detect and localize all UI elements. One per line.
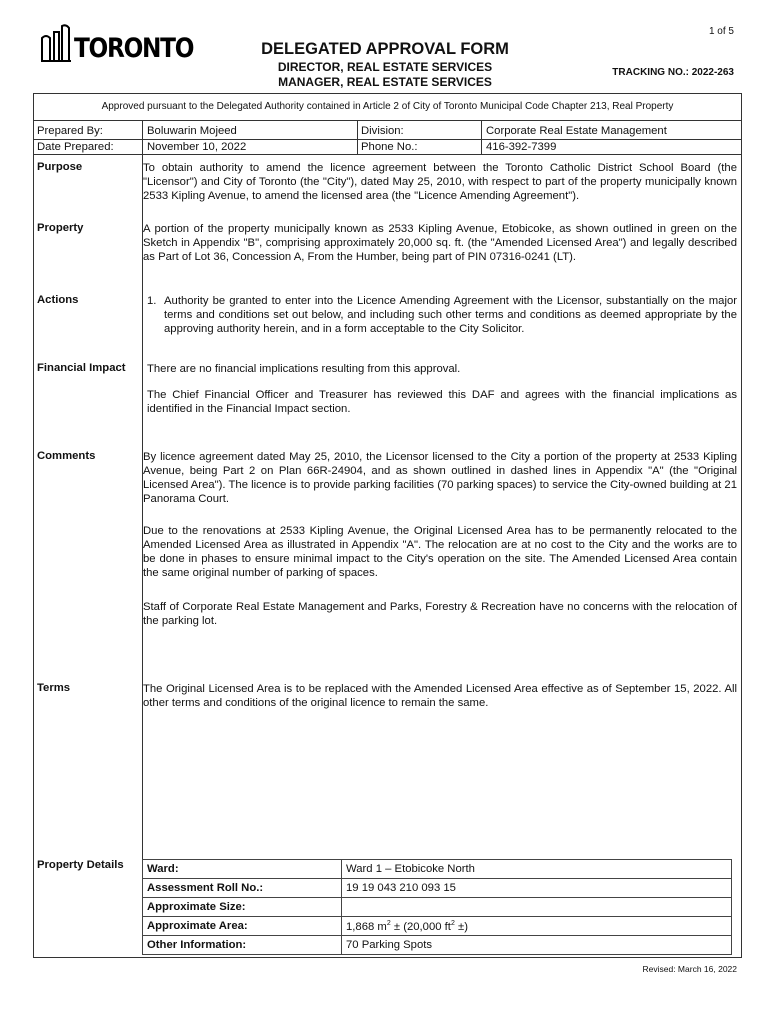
info-column-divider (357, 121, 358, 154)
terms-label: Terms (37, 682, 71, 694)
phone-value: 416-392-7399 (486, 141, 557, 153)
revised-date: Revised: March 16, 2022 (642, 964, 737, 974)
table-row (143, 898, 732, 917)
logo-wordmark: TORONTO (74, 33, 194, 64)
info-divider (34, 154, 741, 155)
date-prepared-value: November 10, 2022 (147, 141, 247, 153)
list-item-number: 1. (147, 295, 157, 307)
division-value: Corporate Real Estate Management (486, 125, 667, 137)
list-item (147, 294, 737, 336)
division-label: Division: (361, 125, 404, 137)
actions-label: Actions (37, 294, 79, 306)
subtitle-line-2: MANAGER, REAL ESTATE SERVICES (278, 75, 492, 89)
tracking-number: TRACKING NO.: 2022-263 (612, 67, 734, 78)
prepared-by-label: Prepared By: (37, 125, 103, 137)
area-imperial: ± (20,000 ft (390, 920, 451, 933)
table-row (143, 879, 732, 898)
form-title: DELEGATED APPROVAL FORM (261, 40, 509, 58)
other-information-value: 70 Parking Spots (342, 936, 732, 955)
table-row (143, 936, 732, 955)
property-label: Property (37, 222, 84, 234)
purpose-label: Purpose (37, 161, 83, 173)
subtitle-line-1: DIRECTOR, REAL ESTATE SERVICES (277, 60, 493, 74)
ward-value: Ward 1 – Etobicoke North (342, 860, 732, 879)
approximate-area-label: Approximate Area: (143, 917, 342, 936)
table-row (143, 860, 732, 879)
financial-impact-text-2: The Chief Financial Officer and Treasurer has reviewed this DAF and agrees with the financial implications as identified in the Financial Impact section. (147, 389, 737, 415)
assessment-roll-value: 19 19 043 210 093 15 (342, 879, 732, 898)
area-superscript: 2 (386, 919, 391, 927)
financial-impact-text-1: There are no financial implications resulting from this approval. (147, 363, 461, 375)
form-subtitle (240, 60, 530, 90)
list-item-text: Authority be granted to enter into the Licence Amending Agreement with the Licensor, substantially on the major terms and conditions set out below, and including such other terms and conditions as deemed appropriate by the approving authority herein, and in a form acceptable to the City Solicitor. (164, 295, 737, 335)
property-details-table (142, 859, 732, 955)
area-superscript: 2 (450, 919, 455, 927)
property-details-label: Property Details (37, 859, 124, 871)
area-metric: 1,868 m (346, 920, 387, 933)
phone-label: Phone No.: (361, 141, 418, 153)
actions-list (147, 294, 737, 336)
comments-text-1: By licence agreement dated May 25, 2010, the Licensor licensed to the City a portion of the property at 2533 Kipling Avenue, being Part 2 on Plan 66R-24904, and as shown outlined in dashed lines in Appendix "A" (the "Original Licensed Area"). The licence is to provide parking facilities (70 parking spaces) to service the City-owned building at 21 Panorama Court. (143, 451, 737, 505)
approximate-area-value (342, 917, 732, 936)
page-number: 1 of 5 (708, 26, 734, 37)
terms-text: The Original Licensed Area is to be replaced with the Amended Licensed Area effective as of September 15, 2022. All other terms and conditions of the original licence to remain the same. (143, 683, 737, 709)
approximate-size-label: Approximate Size: (143, 898, 342, 917)
info-column-divider (481, 121, 482, 154)
comments-label: Comments (37, 450, 96, 462)
table-row (143, 917, 732, 936)
purpose-text: To obtain authority to amend the licence agreement between the Toronto Catholic District School Board (the "Licensor") and City of Toronto (the "City"), dated May 25, 2010, with respect to part of the property municipally known 2533 Kipling Avenue, to amend the licensed area (the "Licence Amending Agreement"). (143, 162, 737, 202)
city-logo (40, 24, 213, 62)
city-skyline-icon (40, 24, 72, 62)
property-text: A portion of the property municipally known as 2533 Kipling Avenue, Etobicoke, as shown outlined in green on the Sketch in Appendix "B", comprising approximately 20,000 sq. ft. (the "Amended Licensed Area") and legally described as Part of Lot 36, Concession A, From the Humber, being part of PIN 07316-0241 (LT). (143, 223, 737, 263)
financial-impact-label: Financial Impact (37, 362, 126, 374)
area-suffix: ±) (454, 920, 468, 933)
comments-text-3: Staff of Corporate Real Estate Management and Parks, Forestry & Recreation have no concerns with the relocation of the parking lot. (143, 601, 737, 627)
comments-text-2: Due to the renovations at 2533 Kipling Avenue, the Original Licensed Area has to be permanently relocated to the Amended Licensed Area as illustrated in Appendix "A". The relocation are at no cost to the City and the works are to be done in phases to ensure minimal impact to the City's operation on the site. The Amended Licensed Area contain the same original number of parking of spaces. (143, 525, 737, 579)
prepared-by-value: Boluwarin Mojeed (147, 125, 237, 137)
assessment-roll-label: Assessment Roll No.: (143, 879, 342, 898)
other-information-label: Other Information: (143, 936, 342, 955)
ward-label: Ward: (143, 860, 342, 879)
date-prepared-label: Date Prepared: (37, 141, 114, 153)
approval-statement: Approved pursuant to the Delegated Authority contained in Article 2 of City of Toronto Municipal Code Chapter 213, Real Property (34, 94, 741, 121)
approximate-size-value (342, 898, 732, 917)
